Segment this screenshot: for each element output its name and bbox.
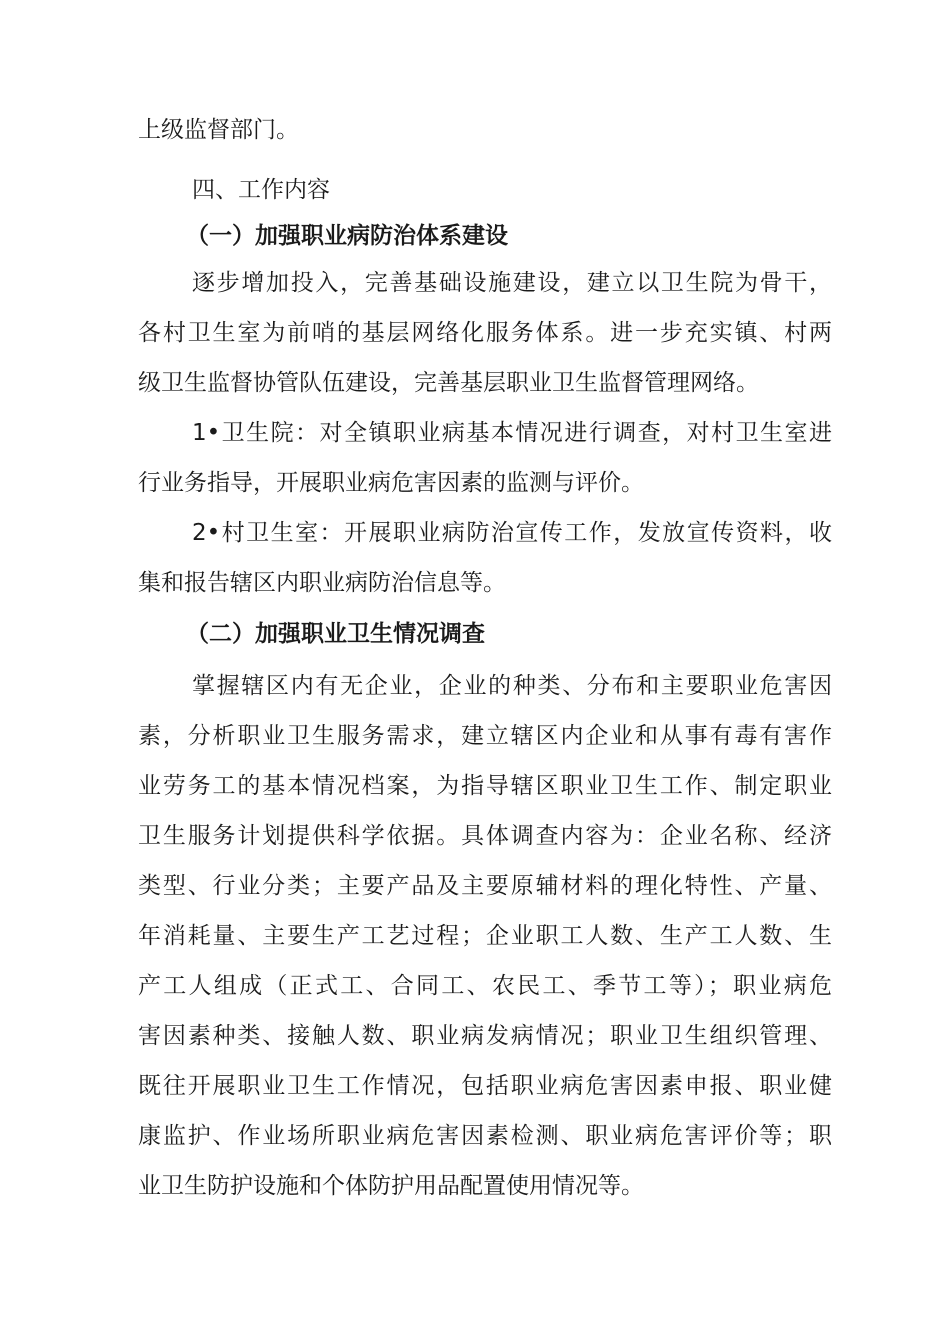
- paragraph-2-line-3: 业劳务工的基本情况档案，为指导辖区职业卫生工作、制定职业: [138, 773, 832, 799]
- paragraph-2-line-2: 素，分析职业卫生服务需求，建立辖区内企业和从事有毒有害作: [138, 723, 832, 749]
- section-heading-work-content: 四、工作内容: [192, 177, 330, 203]
- paragraph-2-line-5: 类型、行业分类；主要产品及主要原辅材料的理化特性、产量、: [138, 873, 832, 899]
- list-item-2-line-2: 集和报告辖区内职业病防治信息等。: [138, 570, 506, 596]
- paragraph-2-line-4: 卫生服务计划提供科学依据。具体调查内容为：企业名称、经济: [138, 823, 832, 849]
- paragraph-2-line-9: 既往开展职业卫生工作情况，包括职业病危害因素申报、职业健: [138, 1073, 832, 1099]
- paragraph-2-line-8: 害因素种类、接触人数、职业病发病情况；职业卫生组织管理、: [138, 1023, 832, 1049]
- paragraph-1-line-1: 逐步增加投入，完善基础设施建设，建立以卫生院为骨干，: [192, 270, 832, 296]
- paragraph-2-line-6: 年消耗量、主要生产工艺过程；企业职工人数、生产工人数、生: [138, 923, 832, 949]
- paragraph-2-line-7: 产工人组成（正式工、合同工、农民工、季节工等）；职业病危: [138, 973, 832, 999]
- text-line-prev-continuation: 上级监督部门。: [138, 117, 299, 143]
- list-item-2-line-1: 2•村卫生室：开展职业病防治宣传工作，发放宣传资料，收: [192, 520, 832, 546]
- paragraph-2-line-1: 掌握辖区内有无企业，企业的种类、分布和主要职业危害因: [192, 673, 832, 699]
- list-item-1-line-2: 行业务指导，开展职业病危害因素的监测与评价。: [138, 470, 644, 496]
- paragraph-1-line-2: 各村卫生室为前哨的基层网络化服务体系。进一步充实镇、村两: [138, 320, 832, 346]
- paragraph-2-line-10: 康监护、作业场所职业病危害因素检测、职业病危害评价等；职: [138, 1123, 832, 1149]
- subheading-1: （一）加强职业病防治体系建设: [186, 223, 508, 249]
- list-item-1-line-1: 1•卫生院：对全镇职业病基本情况进行调查，对村卫生室进: [192, 420, 832, 446]
- paragraph-1-line-3: 级卫生监督协管队伍建设，完善基层职业卫生监督管理网络。: [138, 370, 759, 396]
- subheading-2: （二）加强职业卫生情况调查: [186, 621, 485, 647]
- paragraph-2-line-11: 业卫生防护设施和个体防护用品配置使用情况等。: [138, 1173, 644, 1199]
